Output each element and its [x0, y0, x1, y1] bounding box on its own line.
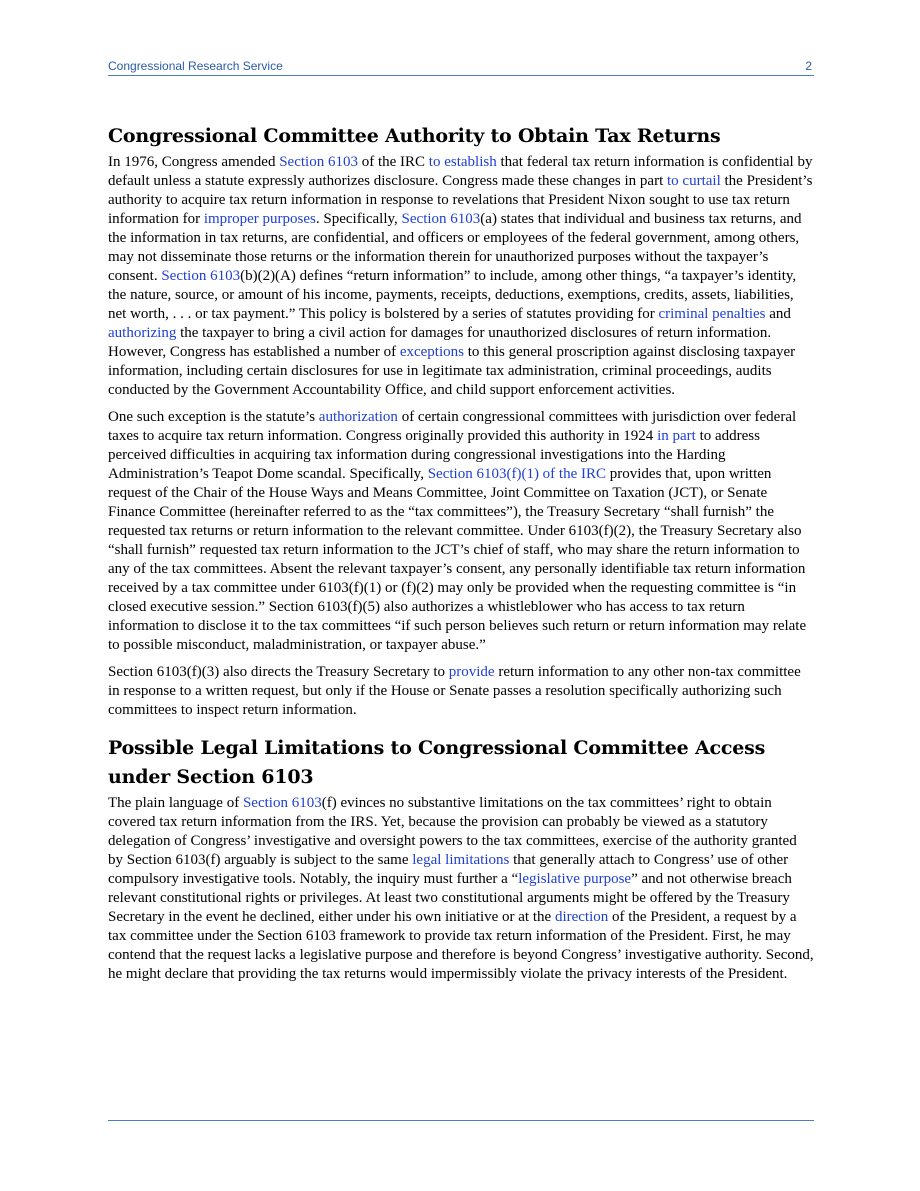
text-run: One such exception is the statute’s: [108, 409, 319, 425]
link-in-part[interactable]: in part: [657, 428, 696, 444]
section-heading-committee-authority: Congressional Committee Authority to Obtain Tax Returns: [108, 125, 721, 147]
text-run: (a) states that individual and business tax returns, and the information in tax returns, are confidential, and officers or employees of the federal government, among others, may not disseminate those returns or the information therein for unauthorized purposes without the taxpayer’s consent.: [108, 211, 802, 284]
link-improper-purposes[interactable]: improper purposes: [203, 211, 316, 227]
paragraph: [108, 153, 814, 400]
paragraph: [108, 663, 814, 720]
text-run: that generally attach to Congress’ use of other compulsory investigative tools. Notably, the inquiry must further a “: [108, 852, 789, 887]
link-legal-limitations[interactable]: legal limitations: [412, 852, 510, 868]
link-provide[interactable]: provide: [448, 664, 495, 680]
document-body: [108, 122, 814, 992]
link-section-6103[interactable]: Section 6103: [161, 268, 241, 284]
text-run: The plain language of: [108, 795, 243, 811]
text-run: and: [765, 306, 791, 322]
link-criminal-penalties[interactable]: criminal penalties: [658, 306, 766, 322]
text-run: of the President, a request by a tax committee under the Section 6103 framework to provide tax return information of the President. First, he may contend that the request lacks a legislative purpose and therefore is beyond Congress’ investigative authority. Second, he might declare that providing the tax returns would impermissibly violate the privacy interests of the President.: [108, 909, 814, 982]
paragraph: [108, 408, 814, 655]
link-to-curtail[interactable]: to curtail: [667, 173, 721, 189]
link-direction[interactable]: direction: [554, 909, 609, 925]
link-section-6103[interactable]: Section 6103: [279, 154, 358, 170]
text-run: that federal tax return information is confidential by default unless a statute expressly authorizes disclosure. Congress made these changes in part: [108, 154, 813, 189]
text-run: the President’s authority to acquire tax return information in response to revelations that President Nixon sought to use tax return information for: [108, 173, 813, 227]
footer-divider: [108, 1120, 814, 1121]
text-run: ” and not otherwise breach relevant constitutional rights or privileges. At least two constitutional arguments might be offered by the Treasury Secretary in the event he declined, either under his own initiative or at the: [108, 871, 792, 925]
text-run: In 1976, Congress amended: [108, 154, 280, 170]
link-exceptions[interactable]: exceptions: [399, 344, 464, 360]
link-section-6103-f-1[interactable]: Section 6103(f)(1) of the IRC: [427, 466, 607, 482]
text-run: to this general proscription against disclosing taxpayer information, including certain disclosures for use in legitimate tax administration, criminal proceedings, audits conducted by the Government Accountability Office, and child support enforcement activities.: [108, 344, 796, 398]
text-run: . Specifically,: [315, 211, 402, 227]
running-header: [108, 58, 814, 76]
section-heading-legal-limitations: Possible Legal Limitations to Congressional Committee Access under Section 6103: [108, 737, 766, 788]
text-run: of certain congressional committees with jurisdiction over federal taxes to acquire tax return information. Congress originally provided this authority in 1924: [108, 409, 797, 444]
text-run: the taxpayer to bring a civil action for damages for unauthorized disclosures of return information. However, Congress has established a number of: [108, 325, 772, 360]
page-number: 2: [805, 59, 812, 73]
link-to-establish[interactable]: to establish: [428, 154, 497, 170]
link-authorizing[interactable]: authorizing: [108, 325, 177, 341]
link-legislative-purpose[interactable]: legislative purpose: [518, 871, 632, 887]
text-run: of the IRC: [357, 154, 429, 170]
header-organization: Congressional Research Service: [108, 59, 283, 73]
text-run: (f) evinces no substantive limitations on the tax committees’ right to obtain covered tax return information from the IRS. Yet, because the provision can probably be viewed as a statutory delegation of Congress’ investigative and oversight powers to the tax committees, exercise of the authority granted by Section 6103(f) arguably is subject to the same: [108, 795, 797, 868]
text-run: to address perceived difficulties in acquiring tax information during congressional investigations into the Harding Administration’s Teapot Dome scandal. Specifically,: [108, 428, 760, 482]
link-authorization[interactable]: authorization: [318, 409, 398, 425]
paragraph: [108, 794, 814, 984]
text-run: Section 6103(f)(3) also directs the Treasury Secretary to: [108, 664, 449, 680]
text-run: return information to any other non-tax committee in response to a written request, but only if the House or Senate passes a resolution specifically authorizing such committees to inspect return information.: [108, 664, 801, 718]
link-section-6103[interactable]: Section 6103: [242, 795, 322, 811]
link-section-6103[interactable]: Section 6103: [401, 211, 481, 227]
text-run: provides that, upon written request of the Chair of the House Ways and Means Committee, Joint Committee on Taxation (JCT), or Senate Finance Committee (hereinafter referred to as the “tax committees”), the Treasury Secretary “shall furnish” the requested tax returns or return information to the relevant committee. Under 6103(f)(2), the Treasury Secretary also “shall furnish” requested tax return information to the JCT’s chief of staff, who may share the return information to any of the tax committees. Absent the relevant taxpayer’s consent, any personally identifiable tax return information received by a tax committee under 6103(f)(1) or (f)(2) may only be provided when the requesting committee is “in closed executive session.” Section 6103(f)(5) also authorizes a whistleblower who has access to tax return information to disclose it to the tax committees “if such person believes such return or return information may relate to possible misconduct, maladministration, or taxpayer abuse.”: [108, 466, 807, 653]
text-run: (b)(2)(A) defines “return information” to include, among other things, “a taxpayer’s identity, the nature, source, or amount of his income, payments, receipts, deductions, exemptions, credits, assets, liabilities, net worth, . . . or tax payment.” This policy is bolstered by a series of statutes providing for: [108, 268, 797, 322]
